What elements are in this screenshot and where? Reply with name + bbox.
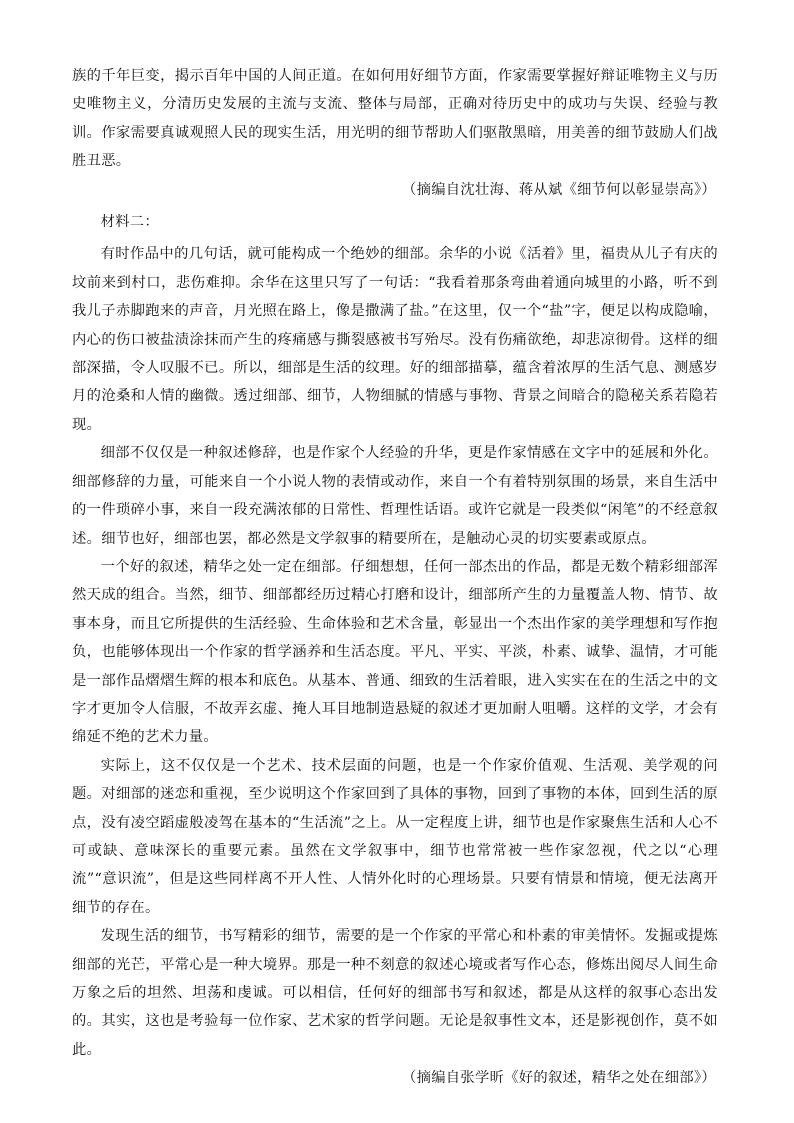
paragraph-continuation: 族的千年巨变，揭示百年中国的人间正道。在如何用好细节方面，作家需要掌握好辩证唯物主义与历史唯物主义，分清历史发展的主流与支流、整体与局部，正确对待历史中的成功与失误、经验与教训。作家需要真诚观照人民的现实生活，用光明的细节帮助人们驱散黑暗，用美善的细节鼓励人们战胜丑恶。 xyxy=(72,68,718,170)
paragraph-1: 有时作品中的几句话，就可能构成一个绝妙的细部。余华的小说《活着》里，福贵从儿子有庆的坟前来到村口，悲伤难抑。余华在这里只写了一句话：“我看着那条弯曲着通向城里的小路，听不到我儿子赤脚跑来的声音，月光照在路上，像是撒满了盐。”在这里，仅一个“盐”字，便足以构成隐喻，内心的伤口被盐渍涂抹而产生的疼痛感与撕裂感被书写殆尽。没有伤痛欲绝，却悲凉彻骨。这样的细部深描，令人叹服不已。所以，细部是生活的纹理。好的细部描摹，蕴含着浓厚的生活气息、测感岁月的沧桑和人情的幽微。透过细部、细节，人物细腻的情感与事物、背景之间暗合的隐秘关系若隐若现。 xyxy=(72,246,718,433)
source-citation-2: （摘编自张学昕《好的叙述，精华之处在细部》） xyxy=(402,1070,716,1087)
paragraph-2: 细部不仅仅是一种叙述修辞，也是作家个人经验的升华，更是作家情感在文字中的延展和外化。细部修辞的力量，可能来自一个小说人物的表情或动作，来自一个有着特别氛围的场景，来自生活中的一件琐碎小事，来自一段充满浓郁的日常性、哲理性话语。或许它就是一段类似“闲笔”的不经意叙述。细节也好，细部也罢，都必然是文学叙事的精要所在，是触动心灵的切实要素或原点。 xyxy=(72,445,718,547)
source-citation-1: （摘编自沈壮海、蒋从斌《细节何以彰显崇高》） xyxy=(402,181,716,198)
paragraph-5: 发现生活的细节，书写精彩的细节，需要的是一个作家的平常心和朴素的审美情怀。发掘或提炼细部的光芒，平常心是一种大境界。那是一种不刻意的叙述心境或者写作心态，修炼出阅尽人间生命万象之后的坦然、坦荡和虔诚。可以相信，任何好的细部书写和叙述，都是从这样的叙事心态出发的。其实，这也是考验每一位作家、艺术家的哲学问题。无论是叙事性文本，还是影视创作，莫不如此。 xyxy=(72,928,718,1058)
document-body xyxy=(72,62,718,1093)
section-heading-material-2: 材料二： xyxy=(100,214,159,231)
paragraph-3: 一个好的叙述，精华之处一定在细部。仔细想想，任何一部杰出的作品，都是无数个精彩细部浑然天成的组合。当然，细节、细部都经历过精心打磨和设计，细部所产生的力量覆盖人物、情节、故事本身，而且它所提供的生活经验、生命体验和艺术含量，彰显出一个杰出作家的美学理想和写作抱负，也能够体现出一个作家的哲学涵养和生活态度。平凡、平实、平淡，朴素、诚挚、温情，才可能是一部作品熠熠生辉的根本和底色。从基本、普通、细致的生活着眼，进入实实在在的生活之中的文字才更加令人信服，不故弄玄虚、掩人耳目地制造悬疑的叙述才更加耐人咀嚼。这样的文学，才会有绵延不绝的艺术力量。 xyxy=(72,558,718,746)
paragraph-4: 实际上，这不仅仅是一个艺术、技术层面的问题，也是一个作家价值观、生活观、美学观的问题。对细部的迷恋和重视，至少说明这个作家回到了具体的事物，回到了事物的本体，回到生活的原点，没有凌空蹈虚般凌驾在基本的“生活流”之上。从一定程度上讲，细节也是作家聚焦生活和人心不可或缺、意味深长的重要元素。虽然在文学叙事中，细节也常常被一些作家忽视，代之以“心理流”“意识流”，但是这些同样离不开人性、人情外化时的心理场景。只要有情景和情境，便无法离开细节的存在。 xyxy=(72,757,718,916)
